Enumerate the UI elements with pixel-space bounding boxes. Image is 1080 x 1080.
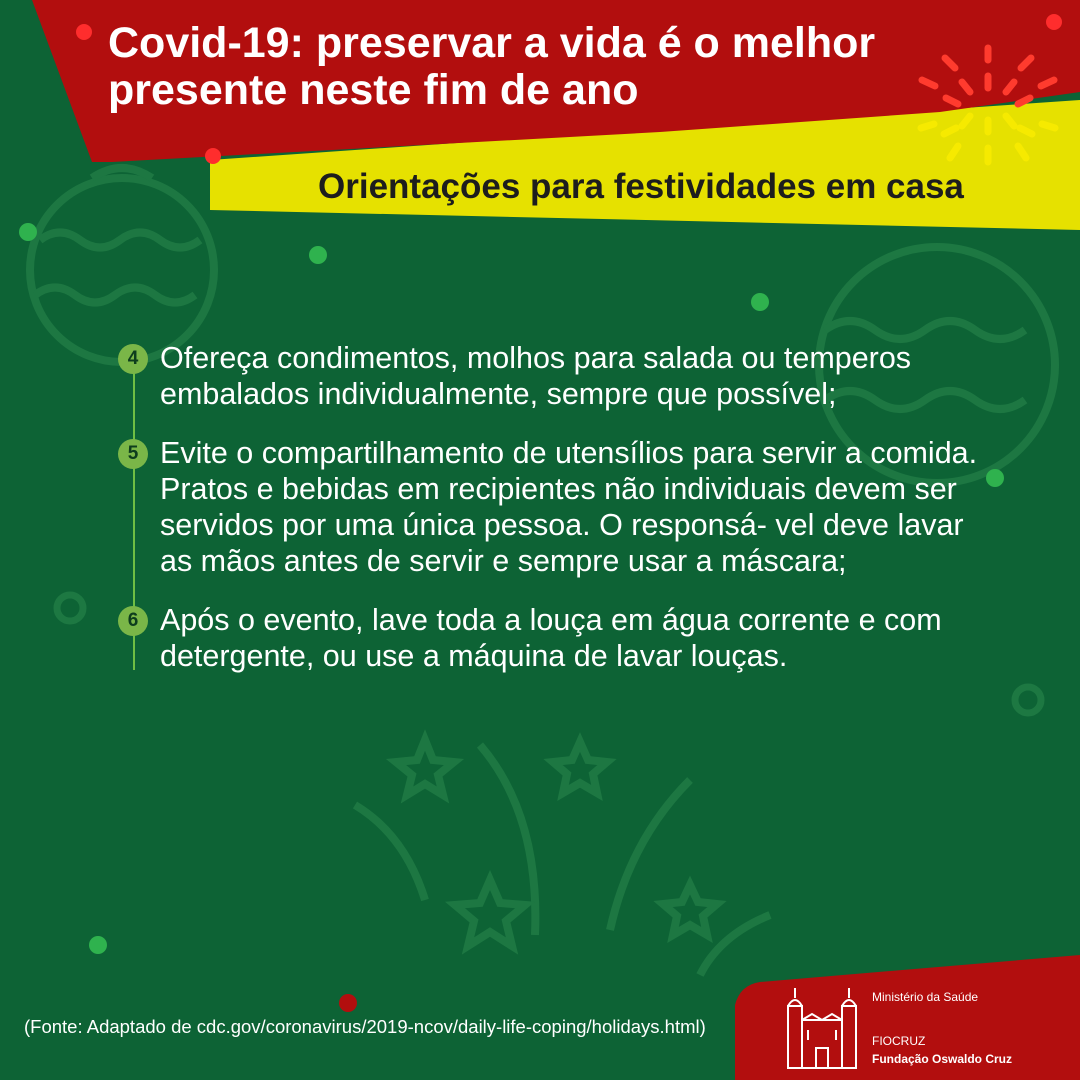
fundacao-label: Fundação Oswaldo Cruz [872,1052,1013,1066]
source-citation: (Fonte: Adaptado de cdc.gov/coronavirus/2019-ncov/daily-life-coping/holidays.html) [24,1016,706,1037]
page-subtitle: Orientações para festividades em casa [318,167,964,206]
item-text: Evite o compartilhamento de utensílios para servir a comida. Pratos e bebidas em recipientes não individuais devem ser servidos por uma única pessoa. O responsá- vel deve lavar as mãos antes de servir e sempre usar a máscara; [160,436,978,578]
page-title: Covid-19: preservar a vida é o melhor presente neste fim de ano [108,19,876,114]
guideline-list [118,340,998,697]
item-text: Após o evento, lave toda a louça em água corrente e com detergente, ou use a máquina de lavar louças. [160,603,942,673]
item-number-badge: 5 [118,439,148,469]
item-number-badge: 4 [118,344,148,374]
ministry-label: Ministério da Saúde [872,990,979,1004]
list-item [118,435,998,579]
list-item [118,602,998,674]
fiocruz-building-icon [784,986,860,1070]
fiocruz-label: FIOCRUZ [872,1034,926,1048]
ornament-left-icon [30,178,214,362]
list-item [118,340,998,412]
item-number-badge: 6 [118,606,148,636]
item-text: Ofereça condimentos, molhos para salada ou temperos embalados individualmente, sempre que possível; [160,341,912,411]
